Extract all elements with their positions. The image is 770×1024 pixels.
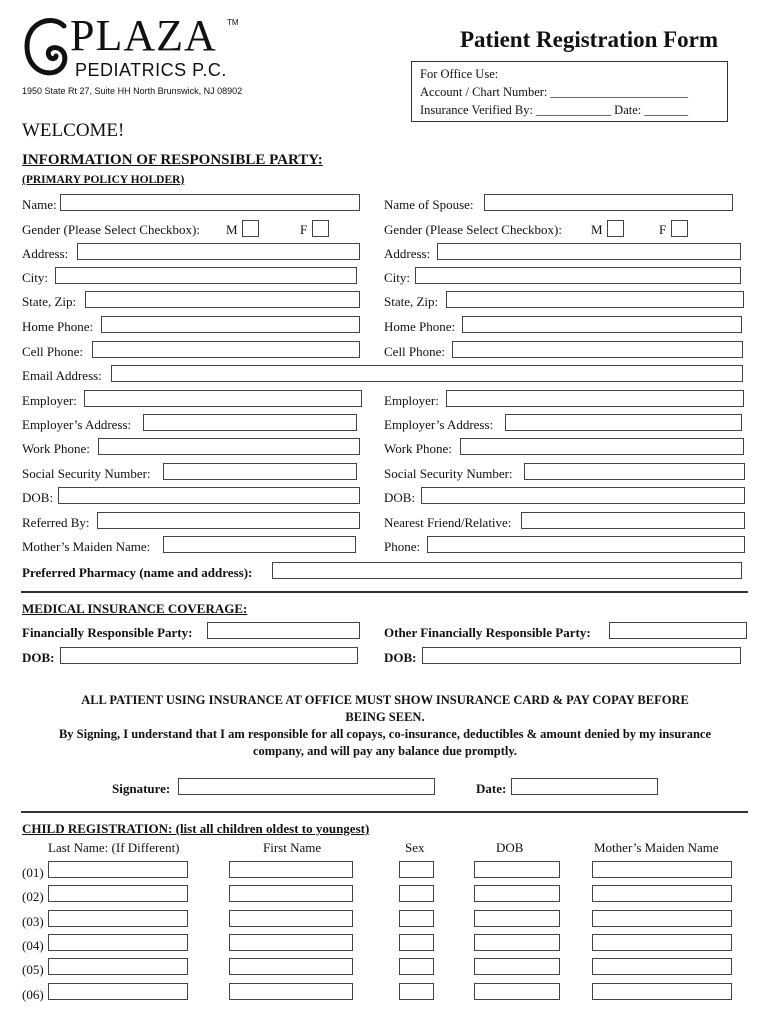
- state-zip-label: State, Zip:: [22, 294, 77, 309]
- maiden-name-input[interactable]: [163, 536, 356, 553]
- name-input[interactable]: [60, 194, 360, 211]
- child-6-dob[interactable]: [474, 983, 560, 1000]
- spouse-gender-f-label: F: [659, 222, 667, 237]
- notice-line-4: company, and will pay any balance due promptly.: [252, 744, 518, 758]
- state-zip-input[interactable]: [85, 291, 360, 308]
- office-use-heading: For Office Use:: [420, 67, 499, 81]
- spouse-ssn-input[interactable]: [524, 463, 745, 480]
- child-4-dob[interactable]: [474, 934, 560, 951]
- child-2-first-name[interactable]: [229, 885, 353, 902]
- insurance-heading: MEDICAL INSURANCE COVERAGE:: [22, 601, 248, 616]
- signature-label: Signature:: [112, 781, 171, 796]
- spouse-dob-input[interactable]: [421, 487, 745, 504]
- welcome-text: WELCOME!: [22, 120, 125, 141]
- child-1-last-name[interactable]: [48, 861, 188, 878]
- spouse-address-label: Address:: [384, 246, 431, 261]
- referred-by-input[interactable]: [97, 512, 360, 529]
- other-insurance-dob-label: DOB:: [384, 650, 417, 665]
- insurance-dob-label: DOB:: [22, 650, 55, 665]
- city-label: City:: [22, 270, 49, 285]
- nearest-relative-input[interactable]: [521, 512, 745, 529]
- spouse-home-phone-input[interactable]: [462, 316, 742, 333]
- spouse-gender-m-checkbox[interactable]: [607, 220, 624, 237]
- child-1-dob[interactable]: [474, 861, 560, 878]
- employer-label: Employer:: [22, 393, 77, 408]
- insurance-notice: [0, 692, 770, 760]
- page-title: Patient Registration Form: [460, 27, 719, 52]
- spouse-input[interactable]: [484, 194, 733, 211]
- children-heading: CHILD REGISTRATION: (list all children oldest to youngest): [22, 821, 370, 836]
- child-1-sex[interactable]: [399, 861, 434, 878]
- referred-by-label: Referred By:: [22, 515, 90, 530]
- child-1-maiden-name[interactable]: [592, 861, 732, 878]
- spouse-cell-phone-label: Cell Phone:: [384, 344, 446, 359]
- child-row-label: (01): [22, 865, 44, 880]
- spouse-work-phone-label: Work Phone:: [384, 441, 452, 456]
- email-input[interactable]: [111, 365, 743, 382]
- spouse-gender-label: Gender (Please Select Checkbox):: [384, 222, 562, 237]
- home-phone-input[interactable]: [101, 316, 360, 333]
- insurance-verified-field[interactable]: Insurance Verified By: ____________ Date: _______: [420, 103, 689, 117]
- col-last-name: Last Name: (If Different): [48, 840, 180, 855]
- employer-address-label: Employer’s Address:: [22, 417, 132, 432]
- child-3-maiden-name[interactable]: [592, 910, 732, 927]
- office-use-box: [411, 61, 728, 122]
- cell-phone-label: Cell Phone:: [22, 344, 84, 359]
- financial-party-label: Financially Responsible Party:: [22, 625, 193, 640]
- email-label: Email Address:: [22, 368, 102, 383]
- child-4-sex[interactable]: [399, 934, 434, 951]
- insurance-dob-input[interactable]: [60, 647, 358, 664]
- child-5-dob[interactable]: [474, 958, 560, 975]
- other-insurance-dob-input[interactable]: [422, 647, 741, 664]
- spouse-gender-f-checkbox[interactable]: [671, 220, 688, 237]
- signature-input[interactable]: [178, 778, 435, 795]
- spouse-ssn-label: Social Security Number:: [384, 466, 513, 481]
- child-6-first-name[interactable]: [229, 983, 353, 1000]
- spouse-work-phone-input[interactable]: [460, 438, 744, 455]
- gender-m-label: M: [226, 222, 238, 237]
- child-2-dob[interactable]: [474, 885, 560, 902]
- nearest-relative-label: Nearest Friend/Relative:: [384, 515, 512, 530]
- employer-input[interactable]: [84, 390, 362, 407]
- spouse-cell-phone-input[interactable]: [452, 341, 743, 358]
- maiden-name-label: Mother’s Maiden Name:: [22, 539, 151, 554]
- child-row-label: (05): [22, 962, 44, 977]
- employer-address-input[interactable]: [143, 414, 357, 431]
- col-first-name: First Name: [263, 840, 322, 855]
- child-5-maiden-name[interactable]: [592, 958, 732, 975]
- financial-party-input[interactable]: [207, 622, 360, 639]
- responsible-subheading: (PRIMARY POLICY HOLDER): [22, 174, 185, 186]
- signature-date-label: Date:: [476, 781, 507, 796]
- city-input[interactable]: [55, 267, 357, 284]
- spouse-city-label: City:: [384, 270, 411, 285]
- brand-subtitle: PEDIATRICS P.C.: [75, 60, 227, 80]
- child-3-dob[interactable]: [474, 910, 560, 927]
- spouse-state-zip-label: State, Zip:: [384, 294, 439, 309]
- child-5-first-name[interactable]: [229, 958, 353, 975]
- responsible-heading: INFORMATION OF RESPONSIBLE PARTY:: [22, 152, 323, 168]
- child-2-last-name[interactable]: [48, 885, 188, 902]
- child-3-last-name[interactable]: [48, 910, 188, 927]
- spouse-employer-address-input[interactable]: [505, 414, 742, 431]
- child-5-last-name[interactable]: [48, 958, 188, 975]
- spouse-address-input[interactable]: [437, 243, 741, 260]
- dob-input[interactable]: [58, 487, 360, 504]
- spouse-gender-m-label: M: [591, 222, 603, 237]
- gender-f-label: F: [300, 222, 308, 237]
- col-maiden-name: Mother’s Maiden Name: [594, 840, 719, 855]
- ssn-input[interactable]: [163, 463, 357, 480]
- signature-date-input[interactable]: [511, 778, 658, 795]
- spouse-label: Name of Spouse:: [384, 197, 474, 212]
- child-6-last-name[interactable]: [48, 983, 188, 1000]
- child-row-label: (06): [22, 987, 44, 1002]
- spouse-dob-label: DOB:: [384, 490, 416, 505]
- notice-line-3: By Signing, I understand that I am responsible for all copays, co-insurance, deductibles & amount denied by my insurance: [58, 727, 712, 741]
- spouse-employer-label: Employer:: [384, 393, 439, 408]
- child-4-last-name[interactable]: [48, 934, 188, 951]
- pharmacy-label: Preferred Pharmacy (name and address):: [22, 565, 253, 580]
- relative-phone-label: Phone:: [384, 539, 421, 554]
- child-row-label: (02): [22, 889, 44, 904]
- child-1-first-name[interactable]: [229, 861, 353, 878]
- ssn-label: Social Security Number:: [22, 466, 151, 481]
- gender-f-checkbox[interactable]: [312, 220, 329, 237]
- brand-name: PLAZA: [70, 11, 217, 60]
- child-2-maiden-name[interactable]: [592, 885, 732, 902]
- home-phone-label: Home Phone:: [22, 319, 94, 334]
- spouse-state-zip-input[interactable]: [446, 291, 744, 308]
- brand-tm: TM: [227, 18, 239, 27]
- child-3-sex[interactable]: [399, 910, 434, 927]
- child-6-sex[interactable]: [399, 983, 434, 1000]
- spiral-logo-icon: [22, 16, 72, 78]
- child-5-sex[interactable]: [399, 958, 434, 975]
- work-phone-label: Work Phone:: [22, 441, 90, 456]
- spouse-employer-input[interactable]: [446, 390, 744, 407]
- section-divider: [21, 591, 748, 593]
- other-financial-party-input[interactable]: [609, 622, 747, 639]
- notice-line-2: BEING SEEN.: [345, 710, 425, 724]
- gender-m-checkbox[interactable]: [242, 220, 259, 237]
- child-row-label: (04): [22, 938, 44, 953]
- notice-line-1: ALL PATIENT USING INSURANCE AT OFFICE MUST SHOW INSURANCE CARD & PAY COPAY BEFORE: [81, 693, 689, 707]
- brand-address: 1950 State Rt 27, Suite HH North Brunswick, NJ 08902: [22, 86, 243, 96]
- address-label: Address:: [22, 246, 69, 261]
- work-phone-input[interactable]: [98, 438, 360, 455]
- child-2-sex[interactable]: [399, 885, 434, 902]
- col-sex: Sex: [405, 840, 425, 855]
- spouse-city-input[interactable]: [415, 267, 741, 284]
- spouse-employer-address-label: Employer’s Address:: [384, 417, 494, 432]
- logo: [22, 11, 242, 84]
- cell-phone-input[interactable]: [92, 341, 360, 358]
- child-3-first-name[interactable]: [229, 910, 353, 927]
- relative-phone-input[interactable]: [427, 536, 745, 553]
- name-label: Name:: [22, 197, 57, 212]
- spouse-home-phone-label: Home Phone:: [384, 319, 456, 334]
- child-4-first-name[interactable]: [229, 934, 353, 951]
- account-number-field[interactable]: Account / Chart Number: ______________________: [420, 85, 689, 99]
- pharmacy-input[interactable]: [272, 562, 742, 579]
- address-input[interactable]: [77, 243, 360, 260]
- child-4-maiden-name[interactable]: [592, 934, 732, 951]
- dob-label: DOB:: [22, 490, 54, 505]
- section-divider-2: [21, 811, 748, 813]
- child-row-label: (03): [22, 914, 44, 929]
- other-financial-party-label: Other Financially Responsible Party:: [384, 625, 591, 640]
- child-6-maiden-name[interactable]: [592, 983, 732, 1000]
- col-dob: DOB: [496, 840, 524, 855]
- gender-label: Gender (Please Select Checkbox):: [22, 222, 200, 237]
